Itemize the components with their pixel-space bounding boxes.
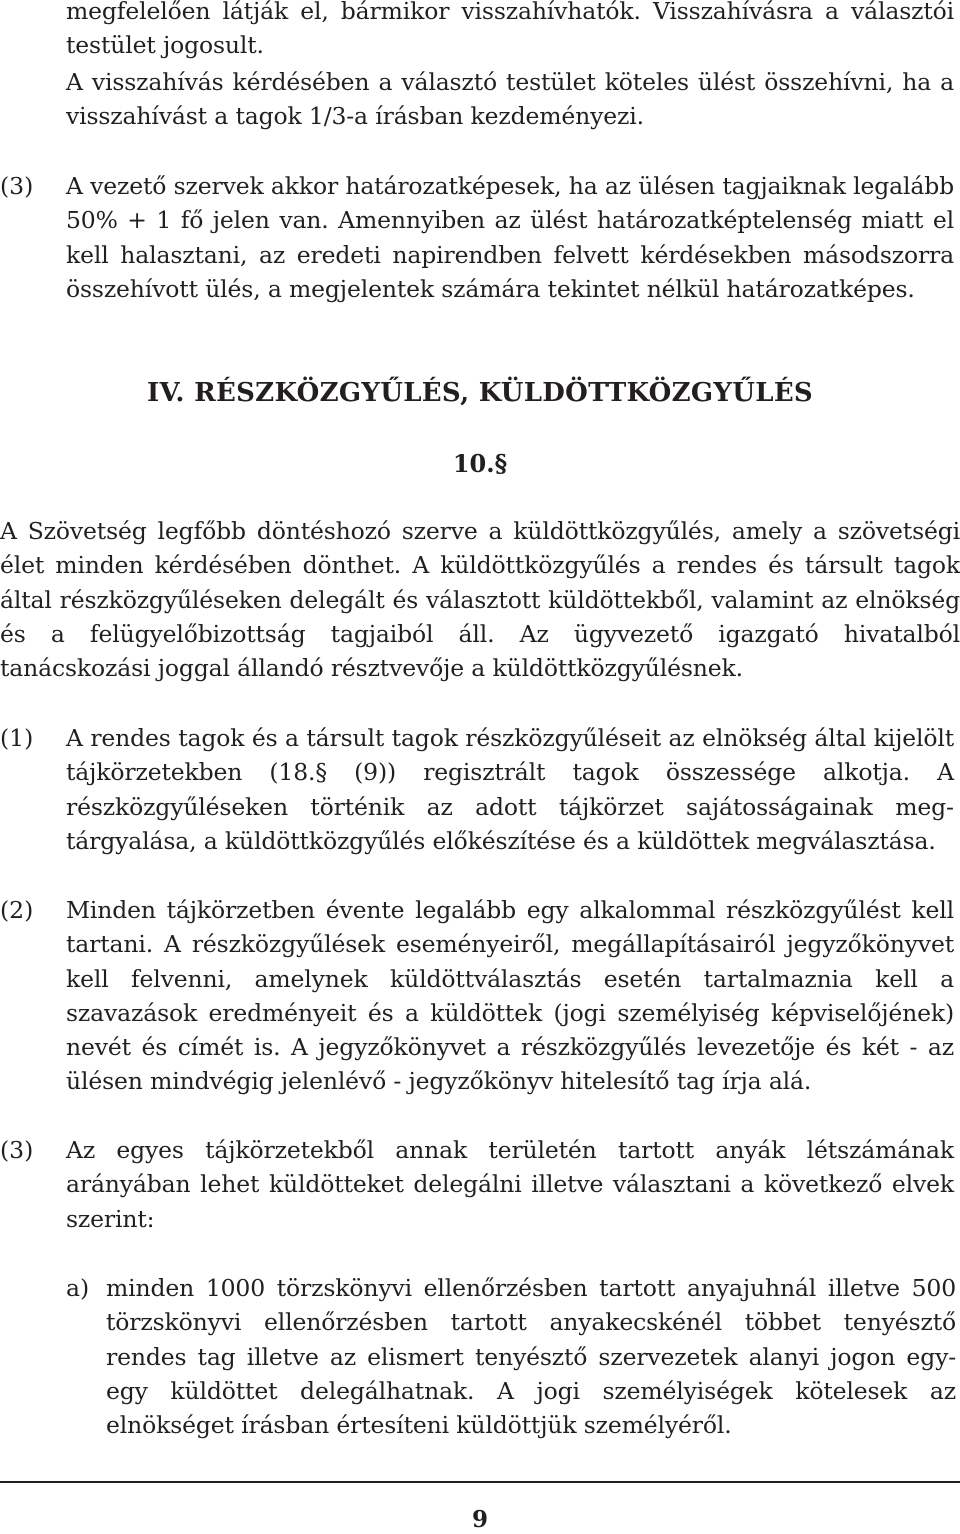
section-number: 10.§: [452, 449, 508, 478]
page-number: 9: [471, 1506, 488, 1533]
paragraph-number: (2): [0, 896, 34, 924]
sub-item-letter: a): [66, 1274, 90, 1302]
sub-item-a: minden 1000 törzskönyvi ellenőrzésben tartott anyajuhnál illetve 500 törzskönyvi ellenőrzésben tartott anyakecskénél többet tenyésztő rendes tag illetve az elismert tenyésztő szervezetek alanyi jogon egy-egy küldöttet delegálhatnak. A jogi személyiségek kötelesek az elnökséget írásban értesíteni küldöttjük személyéről.: [106, 1274, 956, 1440]
paragraph-3: Az egyes tájkörzetekből annak területén tartott anyák létszámának arányában lehet küldötteket delegálni illetve választani a következő elvek szerint:: [66, 1136, 954, 1233]
continuation-text-line2: A visszahívás kérdésében a választó testület köteles ülést összehívni, ha a visszahívást a tagok 1/3-a írásban kezdeményezi.: [66, 68, 954, 131]
paragraph-number: (1): [0, 724, 34, 752]
paragraph-1: A rendes tagok és a társult tagok részközgyűléseit az elnökség által kijelölt tájkörzetekben (18.§ (9)) regisztrált tagok összessége alkotja. A részközgyűléseken történik az adott tájkörzet sajátosságainak megtárgyalása, a küldöttközgyűlés előkészítése és a küldöttek megválasztása.: [66, 724, 954, 855]
continuation-text-line1: megfelelően látják el, bármikor visszahívhatók. Visszahívásra a választói testület jogosult.: [66, 0, 954, 60]
paragraph-number: (3): [0, 1136, 34, 1164]
paragraph-2: Minden tájkörzetben évente legalább egy alkalommal részközgyűlést kell tartani. A részközgyűlések eseményeiről, megállapításairól jegyzőkönyvet kell felvenni, amelynek küldöttválasztás esetén tartalmaznia kell a szavazások eredményeit és a küldöttek (jogi személyiség képviselőjének) nevét és címét is. A jegyzőkönyvet a részközgyűlés levezetője és két - az ülésen mindvégig jelenlévő - jegyzőkönyv hitelesítő tag írja alá.: [66, 896, 954, 1096]
chapter-heading: IV. RÉSZKÖZGYŰLÉS, KÜLDÖTTKÖZGYŰLÉS: [146, 378, 814, 408]
footer-divider: [0, 1481, 960, 1483]
intro-paragraph: A Szövetség legfőbb döntéshozó szerve a küldöttközgyűlés, amely a szövetségi élet minden kérdésében dönthet. A küldöttközgyűlés a rendes és társult tagok által részközgyűléseken delegált és választott küldöttekből, valamint az elnökség és a felügyelőbizottság tagjaiból áll. Az ügyvezető igazgató hivatalból tanácskozási joggal állandó résztvevője a küldöttközgyűlésnek.: [0, 517, 960, 683]
paragraph-number: (3): [0, 172, 34, 200]
quorum-paragraph: A vezető szervek akkor határozatképesek, ha az ülésen tagjaiknak legalább 50% + 1 fő jelen van. Amennyiben az ülést határozatképtelenség miatt el kell halasztani, az eredeti napirendben felvett kérdésekben másodszorra összehívott ülés, a megjelentek számára tekintet nélkül határozatképes.: [66, 172, 955, 303]
